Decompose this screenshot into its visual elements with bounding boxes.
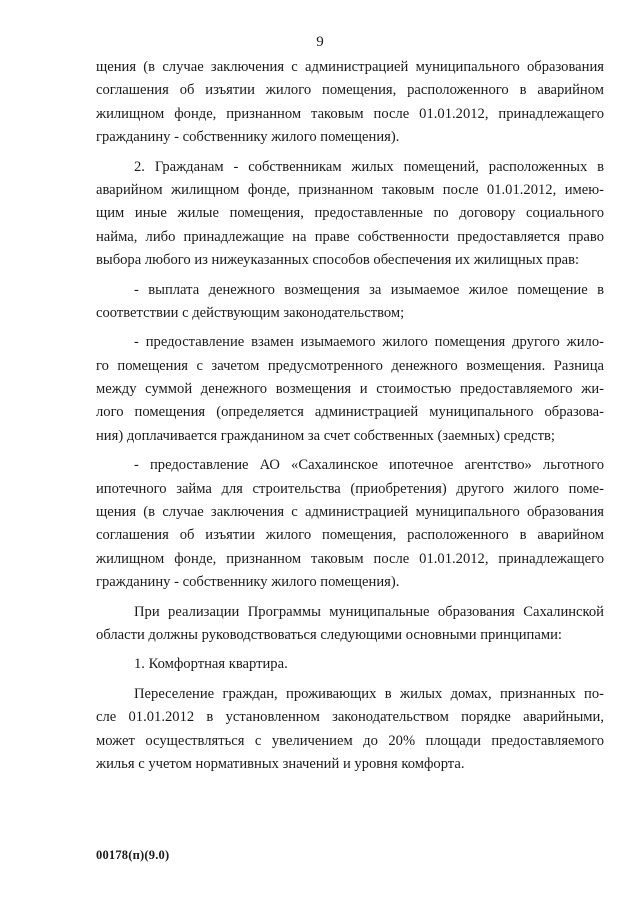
text-line: ния) доплачивается гражданином за счет собственных (заемных) средств; [96, 427, 555, 444]
text-line: найма, либо принадлежащие на праве собственности предоставляется право [96, 228, 604, 245]
text-line: - предоставление АО «Сахалинское ипотечное агентство» льготного [134, 457, 604, 474]
text-line: - предоставление взамен изымаемого жилого помещения другого жило- [134, 334, 604, 351]
text-line: гражданину - собственнику жилого помещения). [96, 574, 400, 591]
text-line: 2. Гражданам - собственникам жилых помещений, расположенных в [134, 158, 604, 175]
text-line: щим иные жилые помещения, предоставленные по договору социального [96, 205, 604, 222]
paragraph [96, 683, 604, 777]
text-line: лого помещения (определяется администрацией муниципального образова- [96, 404, 604, 421]
text-line: между суммой денежного возмещения и стоимостью предоставляемого жи- [96, 381, 604, 398]
text-line: соответствии с действующим законодательством; [96, 304, 405, 321]
text-line: Переселение граждан, проживающих в жилых домах, признанных по- [134, 685, 604, 702]
text-line: щения (в случае заключения с администрацией муниципального образования [96, 504, 604, 521]
text-line: При реализации Программы муниципальные образования Сахалинской [134, 603, 604, 620]
paragraph [96, 653, 604, 676]
text-line: выбора любого из нижеуказанных способов обеспечения их жилищных прав: [96, 252, 580, 269]
text-line: го помещения с зачетом предусмотренного денежного возмещения. Разница [96, 357, 604, 374]
text-line: сле 01.01.2012 в установленном законодательством порядке аварийными, [96, 709, 604, 726]
text-line: ипотечного займа для строительства (приобретения) другого жилого поме- [96, 480, 604, 497]
text-line: - выплата денежного возмещения за изымаемое жилое помещение в [134, 281, 604, 298]
paragraph [96, 279, 604, 326]
text-line: может осуществляться с увеличением до 20% площади предоставляемого [96, 732, 604, 749]
document-code: 00178(п)(9.0) [96, 848, 170, 862]
text-line: гражданину - собственнику жилого помещения). [96, 129, 400, 146]
text-line: щения (в случае заключения с администрацией муниципального образования [96, 59, 604, 75]
text-line: 1. Комфортная квартира. [134, 656, 288, 673]
text-line: области должны руководствоваться следующими основными принципами: [96, 626, 562, 643]
paragraph [96, 331, 604, 448]
paragraph [96, 454, 604, 594]
paragraph [96, 156, 604, 273]
document-body [96, 56, 604, 776]
text-line: жилищном фонде, признанном таковым после 01.01.2012, принадлежащего [96, 550, 604, 567]
text-line: жилья с учетом нормативных значений и уровня комфорта. [96, 755, 465, 772]
text-line: соглашения об изъятии жилого помещения, расположенного в аварийном [96, 527, 604, 544]
text-line: жилищном фонде, признанном таковым после 01.01.2012, принадлежащего [96, 105, 604, 122]
text-line: аварийном жилищном фонде, признанном таковым после 01.01.2012, имею- [96, 181, 604, 198]
paragraph [96, 56, 604, 150]
text-line: соглашения об изъятии жилого помещения, расположенного в аварийном [96, 82, 604, 99]
page-number: 9 [316, 34, 324, 50]
paragraph [96, 601, 604, 648]
